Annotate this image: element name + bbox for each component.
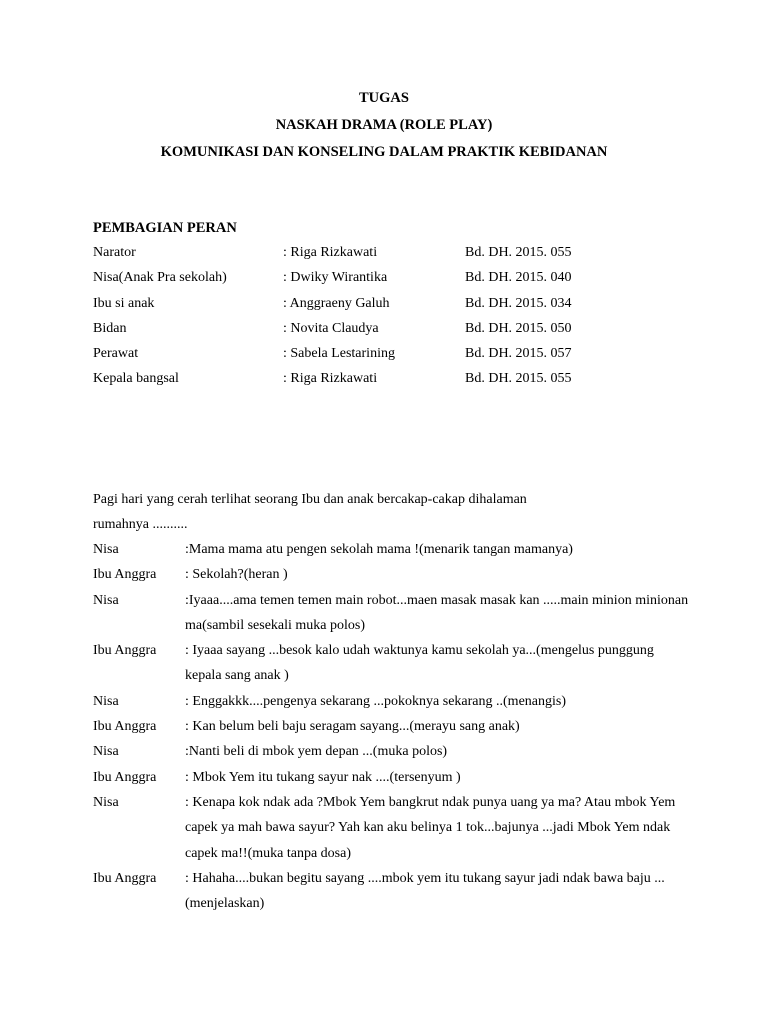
doc-course-title: KOMUNIKASI DAN KONSELING DALAM PRAKTIK KEBIDANAN bbox=[160, 144, 608, 160]
role-actor: : Riga Rizkawati bbox=[283, 245, 378, 260]
speech-text: : Kan belum beli baju seragam sayang...(merayu sang anak) bbox=[185, 719, 520, 735]
speaker-name: Ibu Anggra bbox=[93, 719, 157, 735]
speaker-name: Nisa bbox=[93, 542, 119, 557]
speaker-name: Ibu Anggra bbox=[93, 643, 157, 659]
role-name: Bidan bbox=[93, 320, 127, 336]
role-student-id: Bd. DH. 2015. 034 bbox=[465, 295, 572, 311]
dialogue-line bbox=[93, 638, 693, 689]
speech-text: :Nanti beli di mbok yem depan ...(muka polos) bbox=[185, 744, 448, 760]
speech-text: : Sekolah?(heran ) bbox=[185, 567, 288, 583]
intro-line: rumahnya .......... bbox=[93, 517, 188, 532]
role-actor: : Sabela Lestarining bbox=[283, 346, 395, 362]
role-row bbox=[93, 319, 693, 344]
role-student-id: Bd. DH. 2015. 055 bbox=[465, 245, 572, 260]
intro-paragraph bbox=[93, 487, 693, 537]
roles-table bbox=[93, 243, 693, 395]
dialogue-line bbox=[93, 714, 693, 739]
dialogue-line bbox=[93, 588, 693, 639]
intro-line: Pagi hari yang cerah terlihat seorang Ibu dan anak bercakap-cakap dihalaman bbox=[93, 492, 527, 507]
speaker-name: Ibu Anggra bbox=[93, 769, 157, 785]
dialogue-line bbox=[93, 562, 693, 587]
role-name: Narator bbox=[93, 245, 136, 260]
dialogue-line bbox=[93, 790, 693, 866]
role-name: Ibu si anak bbox=[93, 295, 155, 311]
speaker-name: Ibu Anggra bbox=[93, 567, 157, 583]
role-student-id: Bd. DH. 2015. 050 bbox=[465, 320, 572, 336]
role-row bbox=[93, 344, 693, 369]
role-actor: : Novita Claudya bbox=[283, 320, 379, 336]
doc-title: TUGAS bbox=[359, 90, 409, 106]
role-row bbox=[93, 294, 693, 319]
speaker-name: Nisa bbox=[93, 794, 119, 810]
dialogue-line bbox=[93, 689, 693, 714]
roles-heading: PEMBAGIAN PERAN bbox=[93, 220, 237, 236]
dialogue bbox=[93, 537, 693, 916]
speech-text: : Mbok Yem itu tukang sayur nak ....(tersenyum ) bbox=[185, 769, 461, 785]
role-actor: : Riga Rizkawati bbox=[283, 371, 378, 387]
role-row bbox=[93, 268, 693, 293]
speech-text: : Iyaaa sayang ...besok kalo udah waktunya kamu sekolah ya...(mengelus punggung kepala sang anak ) bbox=[185, 643, 654, 684]
speech-text: :Mama mama atu pengen sekolah mama !(menarik tangan mamanya) bbox=[185, 542, 573, 557]
dialogue-line bbox=[93, 866, 693, 917]
role-name: Kepala bangsal bbox=[93, 371, 179, 387]
role-name: Nisa(Anak Pra sekolah) bbox=[93, 270, 227, 286]
role-actor: : Anggraeny Galuh bbox=[283, 295, 390, 311]
role-student-id: Bd. DH. 2015. 055 bbox=[465, 371, 572, 387]
dialogue-line bbox=[93, 765, 693, 790]
role-name: Perawat bbox=[93, 346, 139, 362]
speaker-name: Nisa bbox=[93, 592, 119, 608]
speech-text: : Enggakkk....pengenya sekarang ...pokoknya sekarang ..(menangis) bbox=[185, 693, 566, 709]
speaker-name: Ibu Anggra bbox=[93, 870, 157, 886]
role-student-id: Bd. DH. 2015. 057 bbox=[465, 346, 572, 362]
role-student-id: Bd. DH. 2015. 040 bbox=[465, 270, 572, 286]
role-row bbox=[93, 369, 693, 394]
doc-subtitle: NASKAH DRAMA (ROLE PLAY) bbox=[275, 117, 493, 133]
speaker-name: Nisa bbox=[93, 693, 119, 709]
speech-text: :Iyaaa....ama temen temen main robot...maen masak masak kan .....main minion minionan ma(sambil sesekali muka polos) bbox=[185, 592, 689, 633]
dialogue-line bbox=[93, 537, 693, 562]
speech-text: : Kenapa kok ndak ada ?Mbok Yem bangkrut ndak punya uang ya ma? Atau mbok Yem capek ya mah bawa sayur? Yah kan aku belinya 1 tok...bajunya ...jadi Mbok Yem ndak capek ma!!(muka tanpa dosa) bbox=[185, 794, 676, 861]
role-actor: : Dwiky Wirantika bbox=[283, 270, 388, 286]
dialogue-line bbox=[93, 739, 693, 764]
role-row bbox=[93, 243, 693, 268]
speech-text: : Hahaha....bukan begitu sayang ....mbok yem itu tukang sayur jadi ndak bawa baju ...(menjelaskan) bbox=[185, 870, 665, 912]
speaker-name: Nisa bbox=[93, 744, 119, 760]
